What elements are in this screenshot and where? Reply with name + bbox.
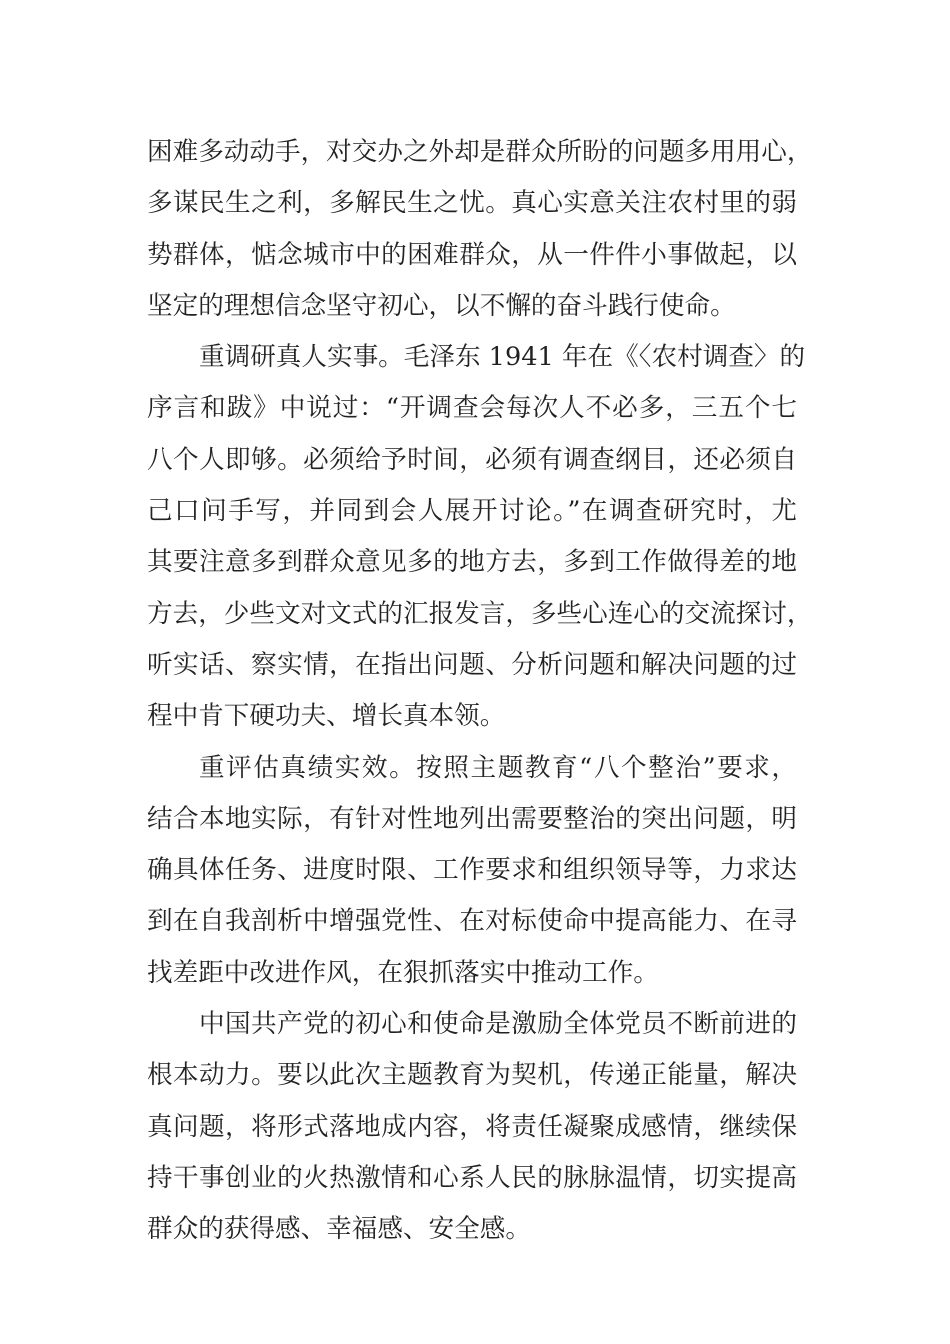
paragraph-1-line-3: 势群体，惦念城市中的困难群众，从一件件小事做起，以 xyxy=(147,239,797,270)
paragraph-4-line-4: 持干事创业的火热激情和心系人民的脉脉温情，切实提高 xyxy=(147,1162,797,1193)
paragraph-1-line-2: 多谋民生之利，多解民生之忧。真心实意关注农村里的弱 xyxy=(147,188,797,219)
paragraph-2-line-7: 听实话、察实情，在指出问题、分析问题和解决问题的过 xyxy=(147,649,797,680)
paragraph-4-line-2: 根本动力。要以此次主题教育为契机，传递正能量，解决 xyxy=(147,1060,797,1091)
paragraph-2-line-3: 八个人即够。必须给予时间，必须有调查纲目，还必须自 xyxy=(147,444,797,475)
paragraph-3-line-3: 确具体任务、进度时限、工作要求和组织领导等，力求达 xyxy=(147,855,797,886)
paragraph-2-line-5: 其要注意多到群众意见多的地方去，多到工作做得差的地 xyxy=(147,547,797,578)
paragraph-1-line-1: 困难多动动手，对交办之外却是群众所盼的问题多用用心， xyxy=(147,137,813,167)
paragraph-3-line-4: 到在自我剖析中增强党性、在对标使命中提高能力、在寻 xyxy=(147,906,797,937)
paragraph-2-line-4: 己口问手写，并同到会人展开讨论。”在调查研究时，尤 xyxy=(147,496,797,527)
paragraph-2-line-6: 方去，少些文对文式的汇报发言，多些心连心的交流探讨， xyxy=(147,598,813,629)
paragraph-4-line-1: 中国共产党的初心和使命是激励全体党员不断前进的 xyxy=(199,1009,797,1040)
paragraph-3-line-2: 结合本地实际，有针对性地列出需要整治的突出问题，明 xyxy=(147,803,797,834)
paragraph-1-line-4: 坚定的理想信念坚守初心，以不懈的奋斗践行使命。 xyxy=(147,290,736,321)
paragraph-2-line-2: 序言和跋》中说过：“开调查会每次人不必多，三五个七 xyxy=(147,393,797,424)
paragraph-3-line-5: 找差距中改进作风，在狠抓落实中推动工作。 xyxy=(147,957,659,988)
paragraph-3-line-1: 重评估真绩实效。按照主题教育“八个整治”要求， xyxy=(199,752,797,783)
paragraph-2-line-1: 重调研真人实事。毛泽东 1941 年在《〈农村调查〉的 xyxy=(199,342,806,373)
paragraph-2-line-8: 程中肯下硬功夫、增长真本领。 xyxy=(147,701,506,732)
paragraph-4-line-3: 真问题，将形式落地成内容，将责任凝聚成感情，继续保 xyxy=(147,1111,797,1142)
document-body xyxy=(147,127,813,1256)
paragraph-4-line-5: 群众的获得感、幸福感、安全感。 xyxy=(147,1214,531,1245)
